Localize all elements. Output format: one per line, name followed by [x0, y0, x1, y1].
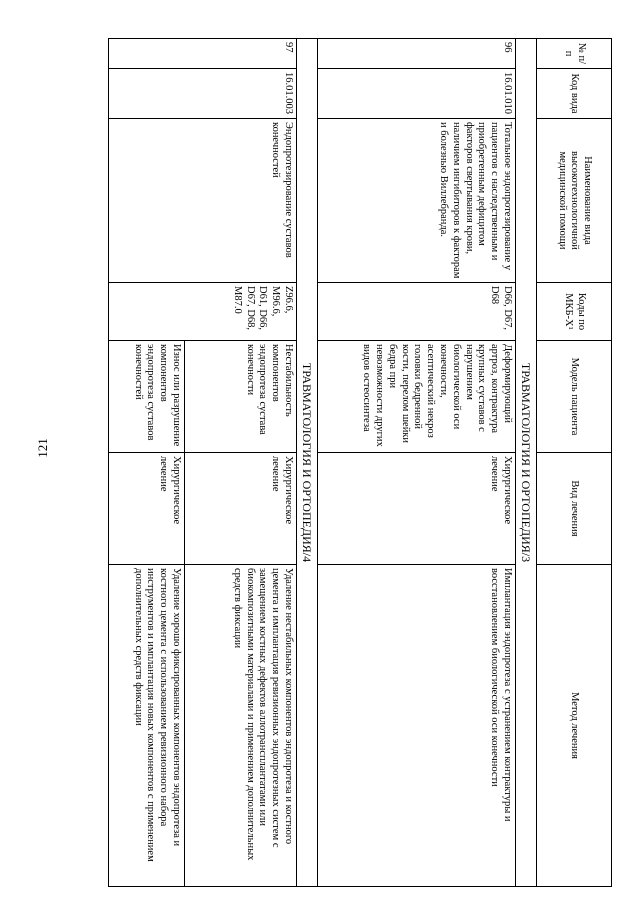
table-row: [185, 39, 297, 887]
section-row: [297, 39, 318, 887]
table-header-row: [537, 39, 612, 887]
section-title: ТРАВМАТОЛОГИЯ И ОРТОПЕДИЯ/3: [516, 39, 537, 887]
row-method: Удаление нестабильных компонентов эндопротеза и костного цемента и имплантация ревизионных эндопротезных систем с замещением костных дефектов аллотрансплантатами или биокомпозитными материалами и применением дополнительных средств фиксации: [185, 565, 297, 887]
header-icd: Коды по МКБ-X¹: [537, 283, 612, 341]
section-title: ТРАВМАТОЛОГИЯ И ОРТОПЕДИЯ/4: [297, 39, 318, 887]
header-num: № п/п: [537, 39, 612, 69]
page-number: 121: [35, 438, 50, 458]
header-code: Код вида: [537, 69, 612, 119]
section-row: [516, 39, 537, 887]
row-method: Имплантация эндопротеза с устранением контрактуры и восстановлением биологической оси конечности: [318, 565, 516, 887]
row-name: Тотальное эндопротезирование у пациентов с наследственным и приобретенным дефицитом факторов свертывания крови, наличием ингибиторов к факторам и болезнью Виллебранда.: [318, 119, 516, 283]
row-num: 96: [318, 39, 516, 69]
row-model: Износ или разрушение компонентов эндопротеза суставов конечностей: [109, 341, 185, 453]
row-treatment: Хирургическое лечение: [185, 453, 297, 565]
row-icd: D66, D67, D68: [318, 283, 516, 341]
rotated-table-container: [132, 38, 612, 886]
row-name: Эндопротезирование суставов конечностей: [109, 119, 297, 283]
row-model: Деформирующий артроз, контрактура крупных суставов с нарушением биологической оси конечности, асептический некроз головки бедренной кости, перелом шейки бедра при невозможности других видов остеосинтеза: [318, 341, 516, 453]
header-model: Модель пациента: [537, 341, 612, 453]
row-code: 16.01.003: [109, 69, 297, 119]
header-name: Наименование вида высокотехнологичной медицинской помощи: [537, 119, 612, 283]
row-model: Нестабильность компонентов эндопротеза сустава конечности: [185, 341, 297, 453]
header-method: Метод лечения: [537, 565, 612, 887]
row-treatment: Хирургическое лечение: [318, 453, 516, 565]
treatment-table: [108, 38, 612, 887]
row-method: Удаление хорошо фиксированных компонентов эндопротеза и костного цемента с использованием ревизионного набора инструментов и имплантация новых компонентов с применением дополнительных средств фиксации: [109, 565, 185, 887]
row-num: 97: [109, 39, 297, 69]
row-icd: Z96.6, M96.6, D61, D66, D67, D68, M87.0: [109, 283, 297, 341]
header-treatment: Вид лечения: [537, 453, 612, 565]
row-code: 16.01.010: [318, 69, 516, 119]
row-treatment: Хирургическое лечение: [109, 453, 185, 565]
table-row: [318, 39, 516, 887]
